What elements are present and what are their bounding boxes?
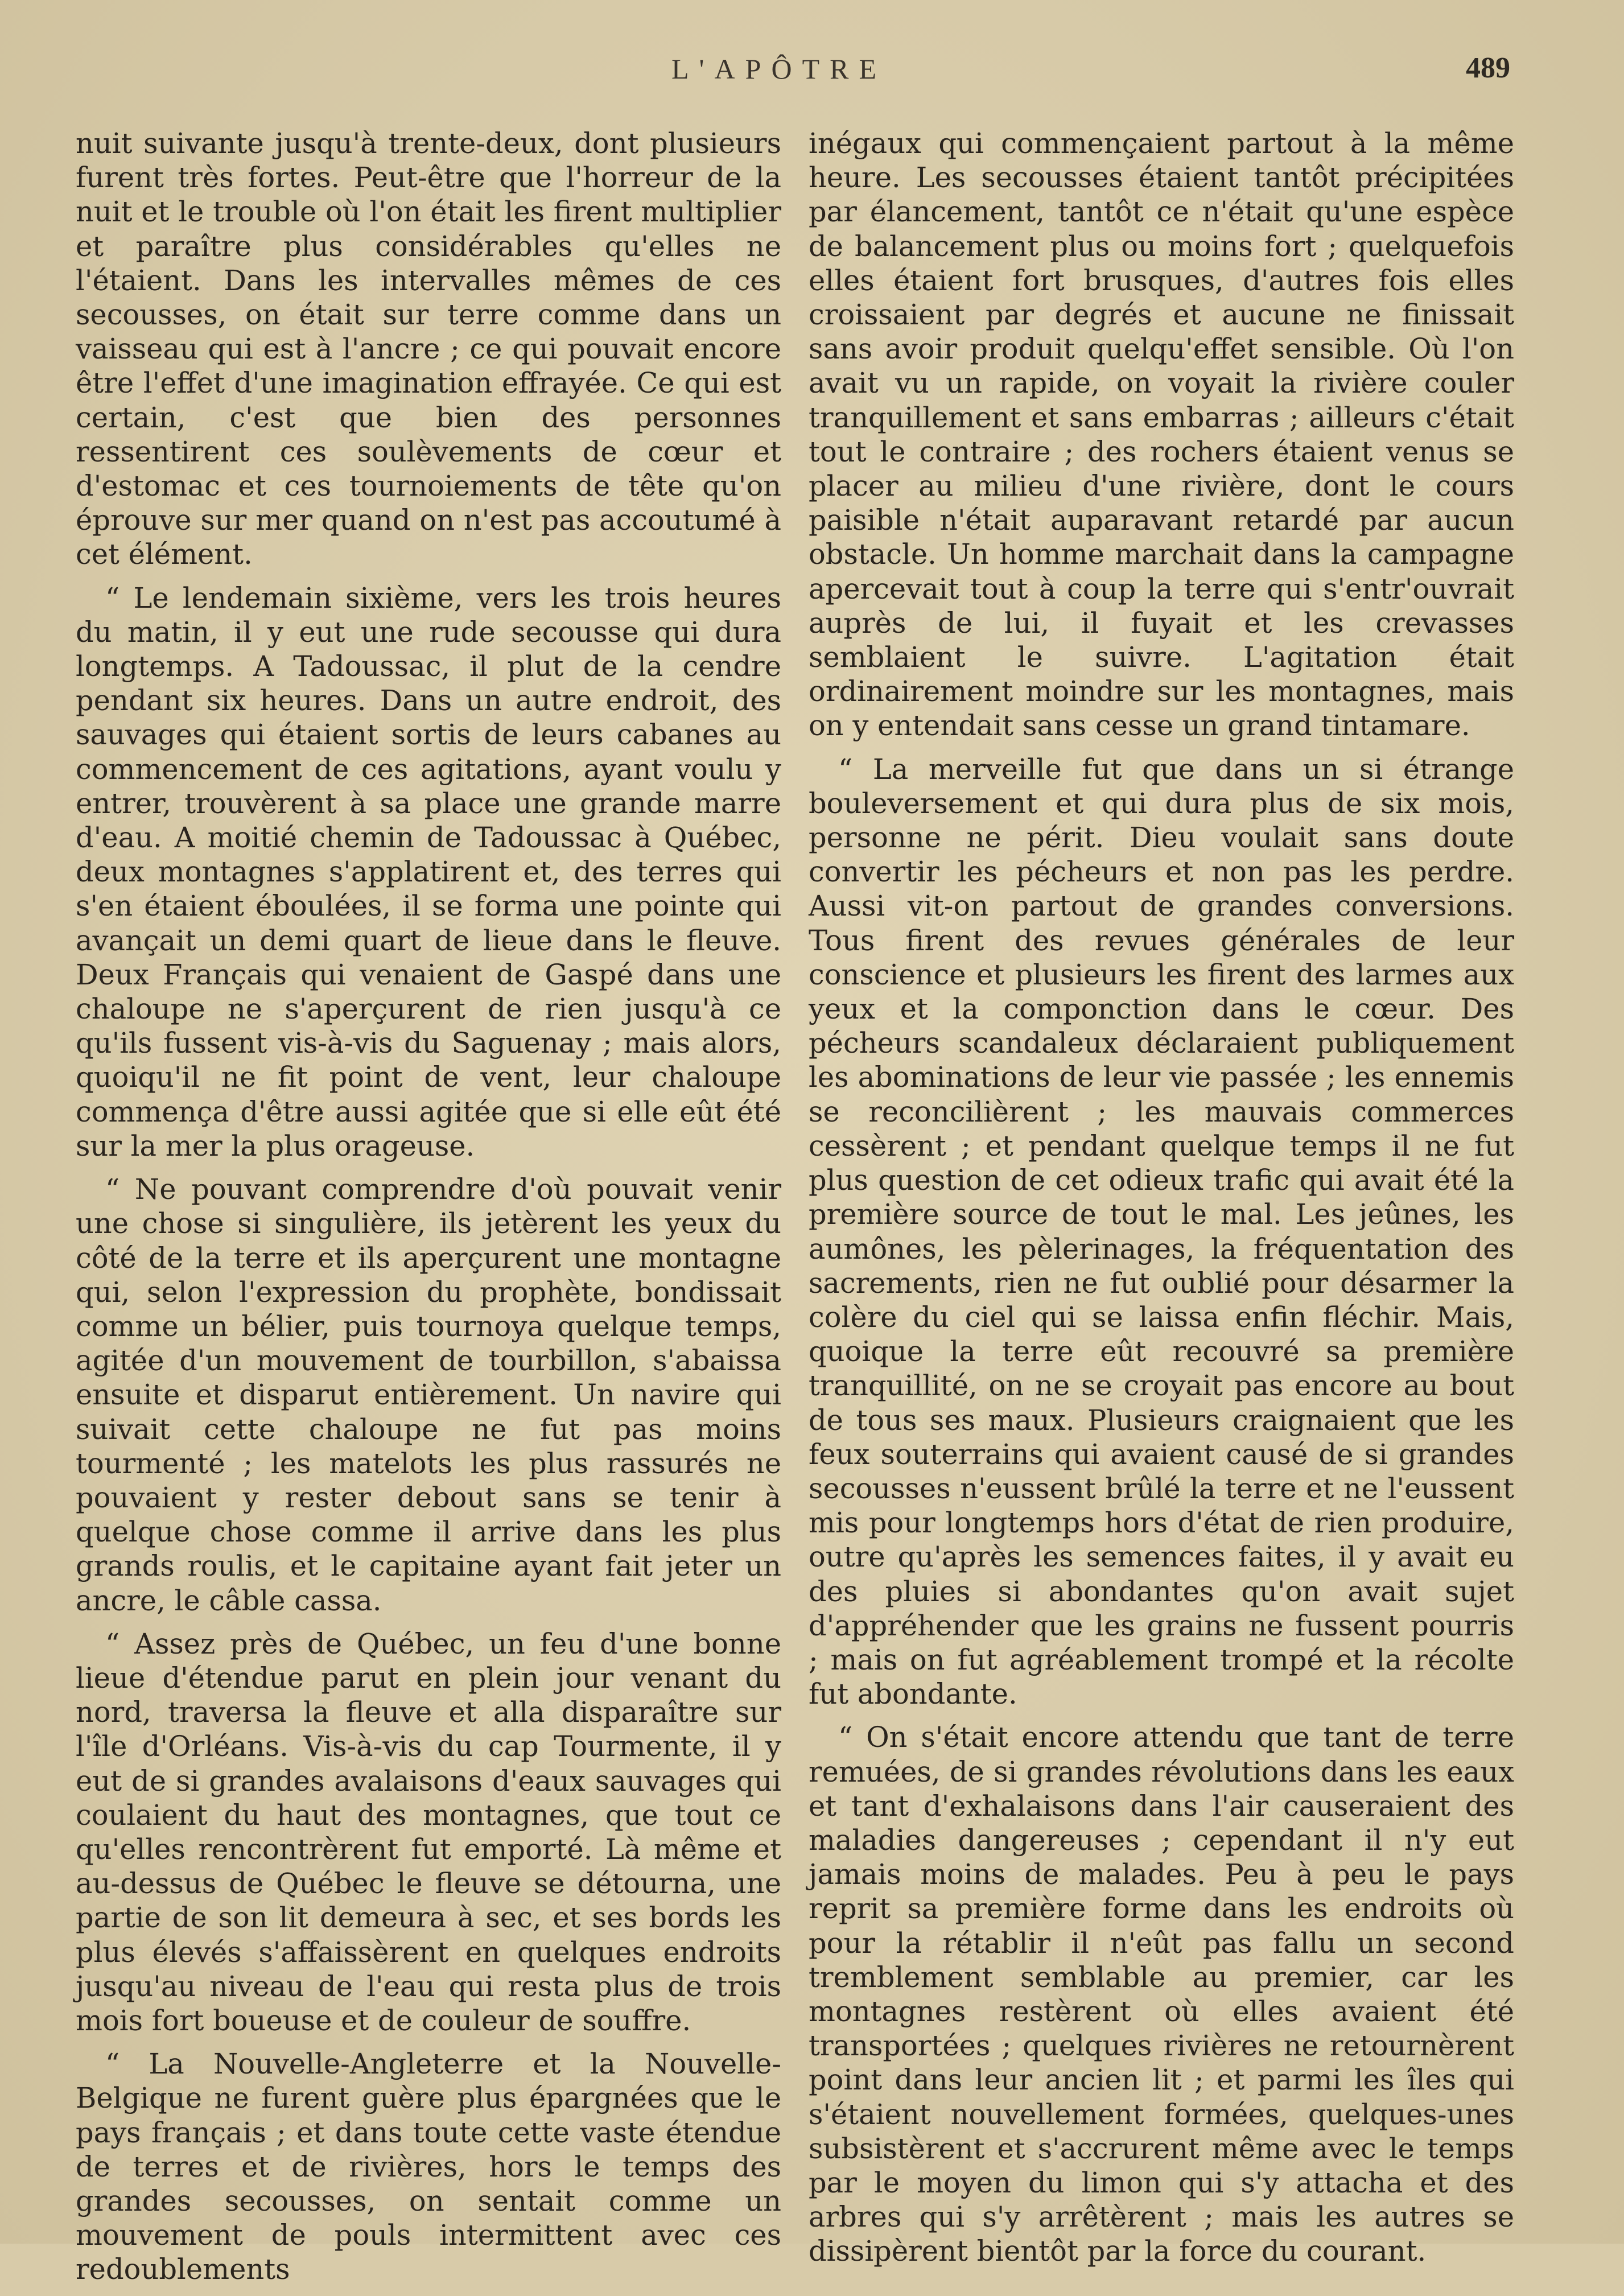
- paragraph: “ Assez près de Québec, un feu d'une bonne lieue d'étendue parut en plein jour venant du nord, traversa la fleuve et alla disparaître sur l'île d'Orléans. Vis-à-vis du cap Tourmente, il y eut de si grandes avalaisons d'eaux sauvages qui coulaient du haut des montagnes, que tout ce qu'elles rencontrèrent fut emporté. Là même et au-dessus de Québec le fleuve se détourna, une partie de son lit demeura à sec, et ses bords les plus élevés s'affaissèrent en quelques endroits jusqu'au niveau de l'eau qui resta plus de trois mois fort boueuse et de couleur de souffre.: [76, 1627, 781, 2037]
- running-title: L'APÔTRE: [671, 53, 887, 85]
- left-column: [76, 126, 781, 2296]
- paragraph: “ Le lendemain sixième, vers les trois heures du matin, il y eut une rude secousse qui dura longtemps. A Tadoussac, il plut de la cendre pendant six heures. Dans un autre endroit, des sauvages qui étaient sortis de leurs cabanes au commencement de ces agitations, ayant voulu y entrer, trouvèrent à sa place une grande marre d'eau. A moitié chemin de Tadoussac à Québec, deux montagnes s'applatirent et, des terres qui s'en étaient éboulées, il se forma une pointe qui avançait un demi quart de lieue dans le fleuve. Deux Français qui venaient de Gaspé dans une chaloupe ne s'aperçurent de rien jusqu'à ce qu'ils fussent vis-à-vis du Saguenay ; mais alors, quoiqu'il ne fit point de vent, leur chaloupe commença d'être aussi agitée que si elle eût été sur la mer la plus orageuse.: [76, 581, 781, 1163]
- right-column: [809, 126, 1514, 2278]
- paragraph: nuit suivante jusqu'à trente-deux, dont plusieurs furent très fortes. Peut-être que l'horreur de la nuit et le trouble où l'on était les firent multiplier et paraître plus considérables qu'elles ne l'étaient. Dans les intervalles mêmes de ces secousses, on était sur terre comme dans un vaisseau qui est à l'ancre ; ce qui pouvait encore être l'effet d'une imagination effrayée. Ce qui est certain, c'est que bien des personnes ressentirent ces soulèvements de cœur et d'estomac et ces tournoiements de tête qu'on éprouve sur mer quand on n'est pas accoutumé à cet élément.: [76, 127, 781, 571]
- page-number: 489: [1466, 52, 1510, 84]
- paragraph: inégaux qui commençaient partout à la même heure. Les secousses étaient tantôt précipitées par élancement, tantôt ce n'était qu'une espèce de balancement plus ou moins fort ; quelquefois elles étaient fort brusques, d'autres fois elles croissaient par degrés et aucune ne finissait sans avoir produit quelqu'effet sensible. Où l'on avait vu un rapide, on voyait la rivière couler tranquillement et sans embarras ; ailleurs c'était tout le contraire ; des rochers étaient venus se placer au milieu d'une rivière, dont le cours paisible n'était auparavant retardé par aucun obstacle. Un homme marchait dans la campagne apercevait tout à coup la terre qui s'entr'ouvrait auprès de lui, il fuyait et les crevasses semblaient le suivre. L'agitation était ordinairement moindre sur les montagnes, mais on y entendait sans cesse un grand tintamare.: [809, 127, 1514, 743]
- paragraph: “ On s'était encore attendu que tant de terre remuées, de si grandes révolutions dans les eaux et tant d'exhalaisons dans l'air causeraient des maladies dangereuses ; cependant il n'y eut jamais moins de malades. Peu à peu le pays reprit sa première forme dans les endroits où pour la rétablir il n'eût pas fallu un second tremblement semblable au premier, car les montagnes restèrent où elles avaient été transportées ; quelques rivières ne retournèrent point dans leur ancien lit ; et parmi les îles qui s'étaient nouvellement formées, quelques-unes subsistèrent et s'accrurent même avec le temps par le moyen du limon qui s'y attacha et des arbres qui s'y arrêtèrent ; mais les autres se dissipèrent bientôt par la force du courant.: [809, 1721, 1514, 2268]
- paragraph: “ La merveille fut que dans un si étrange bouleversement et qui dura plus de six mois, personne ne périt. Dieu voulait sans doute convertir les pécheurs et non pas les perdre. Aussi vit-on partout de grandes conversions. Tous firent des revues générales de leur conscience et plusieurs les firent des larmes aux yeux et la componction dans le cœur. Des pécheurs scandaleux déclaraient publiquement les abominations de leur vie passée ; les ennemis se reconcilièrent ; les mauvais commerces cessèrent ; et pendant quelque temps il ne fut plus question de cet odieux trafic qui avait été la première source de tout le mal. Les jeûnes, les aumônes, les pèlerinages, la fréquentation des sacrements, rien ne fut oublié pour désarmer la colère du ciel qui se laissa enfin fléchir. Mais, quoique la terre eût recouvré sa première tranquillité, on ne se croyait pas encore au bout de tous ses maux. Plusieurs craignaient que les feux souterrains qui avaient causé de si grandes secousses n'eussent brûlé la terre et ne l'eussent mis pour longtemps hors d'état de rien produire, outre qu'après les semences faites, il y avait eu des pluies si abondantes qu'on avait sujet d'appréhender que les grains ne fussent pourris ; mais on fut agréablement trompé et la récolte fut abondante.: [809, 752, 1514, 1711]
- paragraph: “ La Nouvelle-Angleterre et la Nouvelle-Belgique ne furent guère plus épargnées que le pays français ; et dans toute cette vaste étendue de terres et de rivières, hors le temps des grandes secousses, on sentait comme un mouvement de pouls intermittent avec ces redoublements: [76, 2047, 781, 2286]
- paragraph: “ Ne pouvant comprendre d'où pouvait venir une chose si singulière, ils jetèrent les yeux du côté de la terre et ils aperçurent une montagne qui, selon l'expression du prophète, bondissait comme un bélier, puis tournoya quelque temps, agitée d'un mouvement de tourbillon, s'abaissa ensuite et disparut entièrement. Un navire qui suivait cette chaloupe ne fut pas moins tourmenté ; les matelots les plus rassurés ne pouvaient y rester debout sans se tenir à quelque chose comme il arrive dans les plus grands roulis, et le capitaine ayant fait jeter un ancre, le câble cassa.: [76, 1173, 781, 1617]
